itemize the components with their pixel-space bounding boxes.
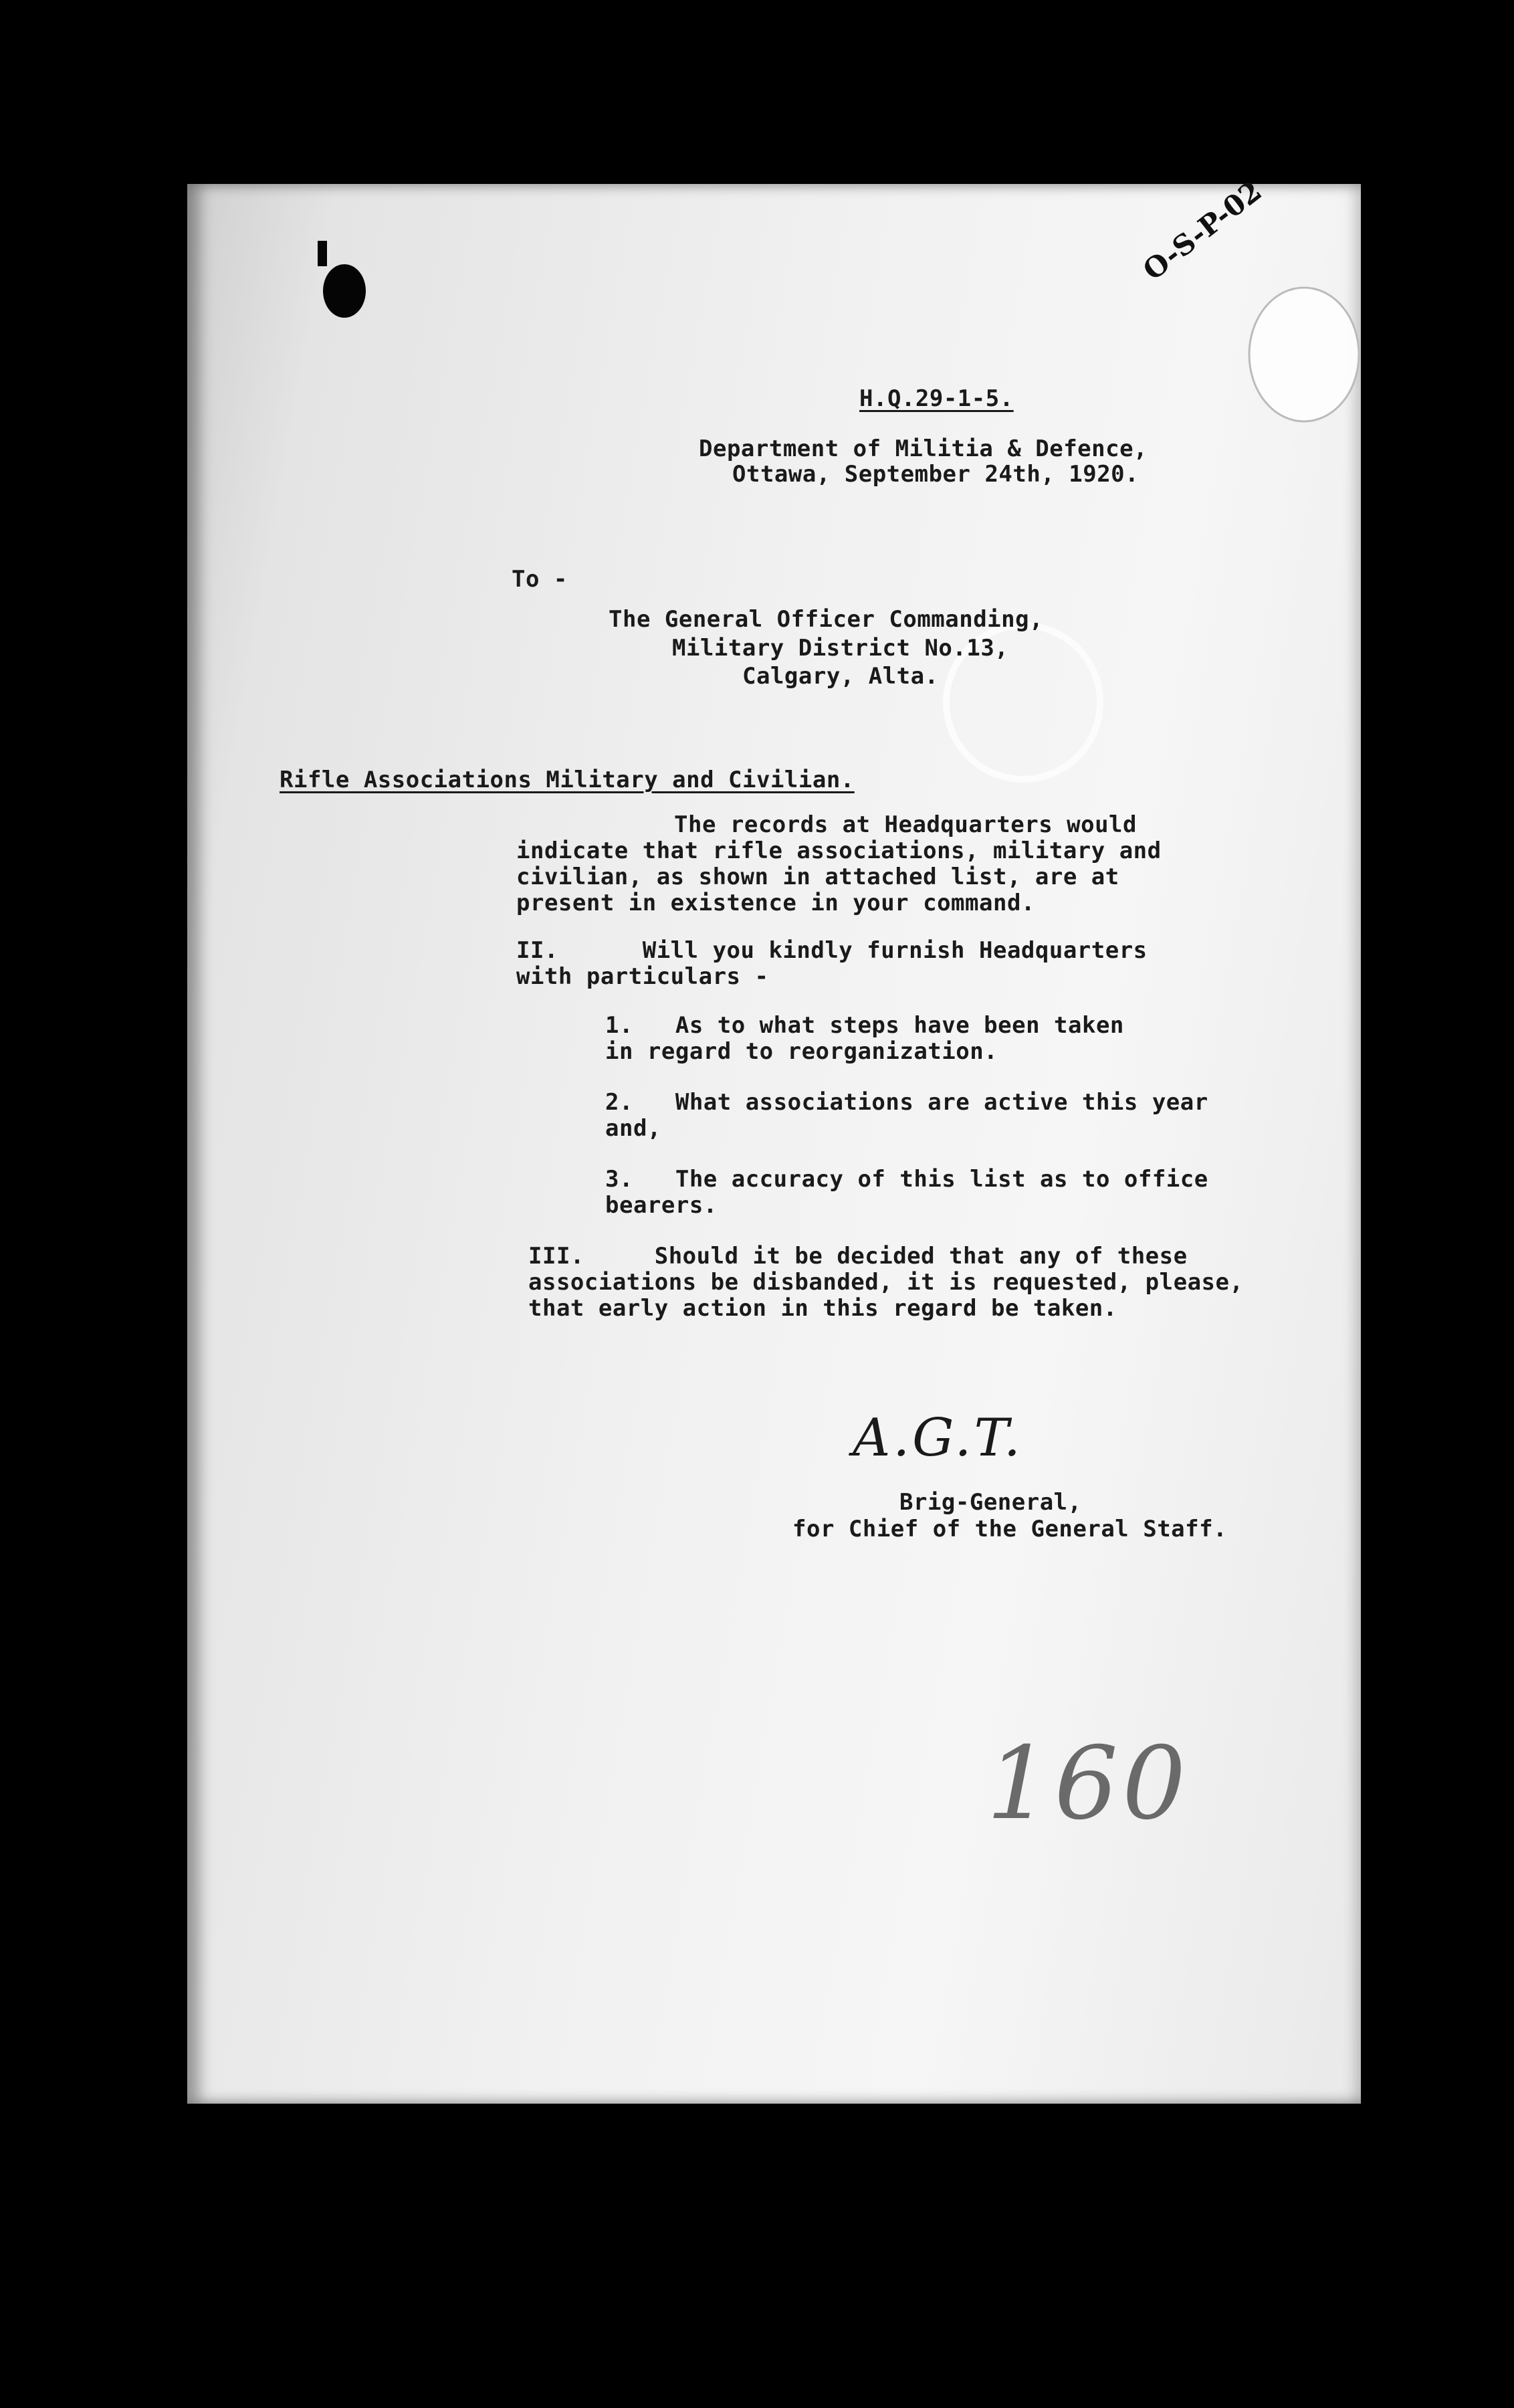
corner-annotation: O-S-P-02 <box>1137 174 1268 287</box>
paragraph-1-line-4: present in existence in your command. <box>516 890 1035 916</box>
paragraph-2-line-1: II. Will you kindly furnish Headquarters <box>516 937 1148 964</box>
paragraph-3-line-2: associations be disbanded, it is requested, please, <box>528 1269 1244 1296</box>
signature-initials: A.G.T. <box>853 1408 1023 1468</box>
folio-number: 160 <box>986 1726 1190 1842</box>
sender-line-2: Ottawa, September 24th, 1920. <box>732 461 1140 488</box>
to-label: To - <box>512 566 568 593</box>
paragraph-2-line-2: with particulars - <box>516 963 769 990</box>
item-3-line-1: 3. The accuracy of this list as to office <box>605 1166 1208 1193</box>
signature-for-line: for Chief of the General Staff. <box>792 1516 1228 1542</box>
item-2-line-2: and, <box>605 1115 661 1142</box>
recipient-line-3: Calgary, Alta. <box>742 663 939 690</box>
paragraph-1-line-3: civilian, as shown in attached list, are at <box>516 864 1119 890</box>
item-2-line-1: 2. What associations are active this year <box>605 1089 1208 1116</box>
sender-line-1: Department of Militia & Defence, <box>699 435 1148 462</box>
recipient-line-1: The General Officer Commanding, <box>609 606 1044 633</box>
paragraph-3-line-3: that early action in this regard be taken. <box>528 1295 1117 1322</box>
stamp-circle <box>1244 281 1364 428</box>
item-3-line-2: bearers. <box>605 1192 718 1219</box>
signature-title: Brig-General, <box>899 1489 1082 1516</box>
file-reference: H.Q.29-1-5. <box>859 385 1014 412</box>
paragraph-1-line-1: The records at Headquarters would <box>674 811 1138 838</box>
recipient-line-2: Military District No.13, <box>672 635 1009 662</box>
item-1-line-1: 1. As to what steps have been taken <box>605 1012 1124 1039</box>
paragraph-3-line-1: III. Should it be decided that any of these <box>528 1243 1188 1270</box>
item-1-line-2: in regard to reorganization. <box>605 1038 998 1065</box>
punch-mark <box>304 234 385 328</box>
paragraph-1-line-2: indicate that rifle associations, military and <box>516 837 1162 864</box>
subject-line: Rifle Associations Military and Civilian. <box>280 767 855 793</box>
